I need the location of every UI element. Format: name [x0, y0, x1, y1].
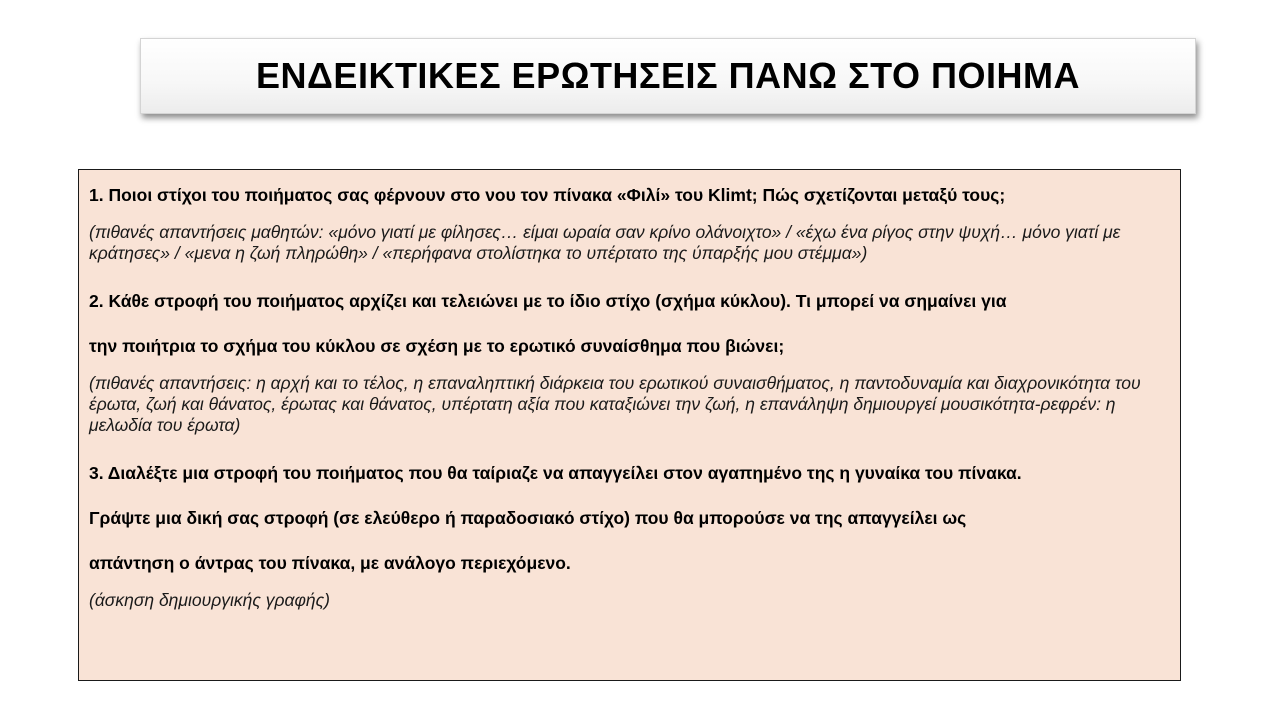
- question-2-line-2: την ποιήτρια το σχήμα του κύκλου σε σχέση με το ερωτικό συναίσθημα που βιώνει;: [89, 336, 785, 356]
- question-2-line-1: 2. Κάθε στροφή του ποιήματος αρχίζει και τελειώνει με το ίδιο στίχο (σχήμα κύκλου). Τι μπορεί να σημαίνει για: [89, 291, 1007, 311]
- question-3-line-2: Γράψτε μια δική σας στροφή (σε ελεύθερο ή παραδοσιακό στίχο) που θα μπορούσε να της απαγγείλει ως: [89, 508, 967, 528]
- question-1-answer: (πιθανές απαντήσεις μαθητών: «μόνο γιατί με φίλησες… είμαι ωραία σαν κρίνο ολάνοιχτο» / «έχω ένα ρίγος στην ψυχή… μόνο γιατί με κράτησες» / «μενα η ζωή πληρώθη» / «περήφανα στολίστηκα το υπέρτατο της ύπαρξής μου στέμμα»): [89, 222, 1121, 263]
- question-1-line-1: 1. Ποιοι στίχοι του ποιήματος σας φέρνουν στο νου τον πίνακα «Φιλί» του Klimt; Πώς σχετίζονται μεταξύ τους;: [89, 185, 1006, 205]
- title-box: [140, 38, 1196, 114]
- question-3-answer: (άσκηση δημιουργικής γραφής): [89, 590, 330, 610]
- questions-box: [78, 169, 1181, 681]
- question-3-line-1: 3. Διαλέξτε μια στροφή του ποιήματος που θα ταίριαζε να απαγγείλει στον αγαπημένο της η γυναίκα του πίνακα.: [89, 463, 1022, 483]
- question-3-line-3: απάντηση ο άντρας του πίνακα, με ανάλογο περιεχόμενο.: [89, 553, 571, 573]
- slide-title: ΕΝΔΕΙΚΤΙΚΕΣ ΕΡΩΤΗΣΕΙΣ ΠΑΝΩ ΣΤΟ ΠΟΙΗΜΑ: [256, 55, 1080, 96]
- question-2-answer: (πιθανές απαντήσεις: η αρχή και το τέλος, η επαναληπτική διάρκεια του ερωτικού συναισθήματος, η παντοδυναμία και διαχρονικότητα του έρωτα, ζωή και θάνατος, έρωτας και θάνατος, υπέρτατη αξία που καταξιώνει την ζωή, η επανάληψη δημιουργεί μουσικότητα-ρεφρέν: η μελωδία του έρωτα): [89, 373, 1141, 435]
